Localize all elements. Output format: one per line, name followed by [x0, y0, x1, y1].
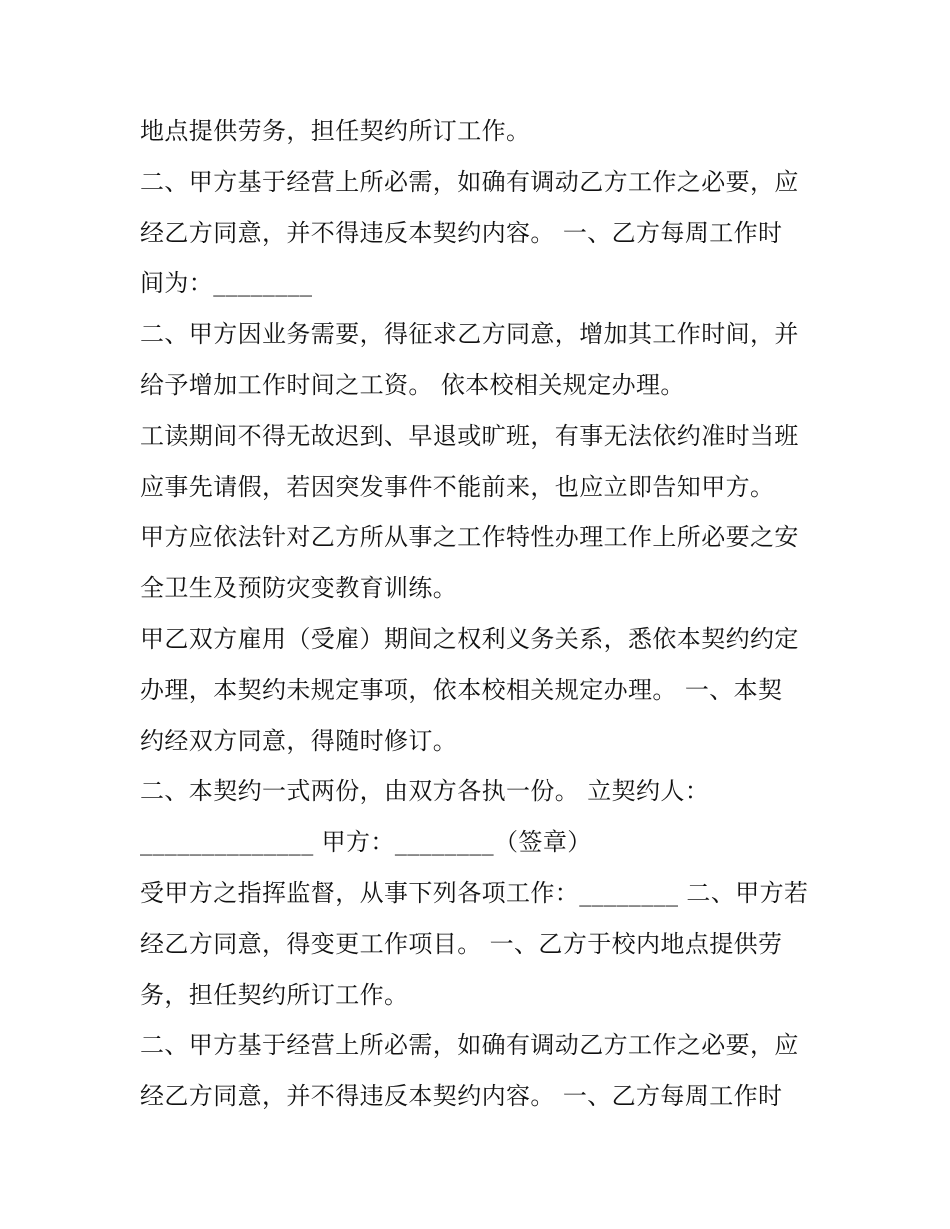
text-line-17: 经乙方同意，得变更工作项目。 一、乙方于校内地点提供劳: [140, 929, 783, 958]
text-line-4: 间为：________: [140, 269, 313, 298]
text-line-18: 务，担任契约所订工作。: [140, 980, 409, 1009]
text-line-3: 经乙方同意，并不得违反本契约内容。 一、乙方每周工作时: [140, 218, 783, 247]
text-line-19: 二、甲方基于经营上所必需，如确有调动乙方工作之必要，应: [140, 1031, 799, 1060]
text-line-9: 甲方应依法针对乙方所从事之工作特性办理工作上所必要之安: [140, 523, 799, 552]
contract-text: [140, 106, 830, 1122]
text-line-13: 约经双方同意，得随时修订。: [140, 726, 458, 755]
text-line-5: 二、甲方因业务需要，得征求乙方同意，增加其工作时间，并: [140, 320, 799, 349]
text-line-14: 二、本契约一式两份，由双方各执一份。 立契约人：: [140, 777, 710, 806]
text-line-7: 工读期间不得无故迟到、早退或旷班，有事无法依约准时当班: [140, 421, 799, 450]
text-line-12: 办理，本契约未规定事项，依本校相关规定办理。 一、本契: [140, 675, 783, 704]
text-line-11: 甲乙双方雇用（受雇）期间之权利义务关系，悉依本契约约定: [140, 624, 799, 653]
text-line-20: 经乙方同意，并不得违反本契约内容。 一、乙方每周工作时: [140, 1082, 783, 1111]
text-line-8: 应事先请假，若因突发事件不能前来，也应立即告知甲方。: [140, 472, 775, 501]
text-line-2: 二、甲方基于经营上所必需，如确有调动乙方工作之必要，应: [140, 167, 799, 196]
text-line-1: 地点提供劳务，担任契约所订工作。: [140, 117, 531, 145]
text-line-15: ______________ 甲方：________（签章）: [140, 828, 592, 857]
text-line-10: 全卫生及预防灾变教育训练。: [140, 574, 458, 603]
text-line-16: 受甲方之指挥监督，从事下列各项工作：________ 二、甲方若: [140, 878, 809, 907]
text-line-6: 给予增加工作时间之工资。 依本校相关规定办理。: [140, 370, 685, 399]
